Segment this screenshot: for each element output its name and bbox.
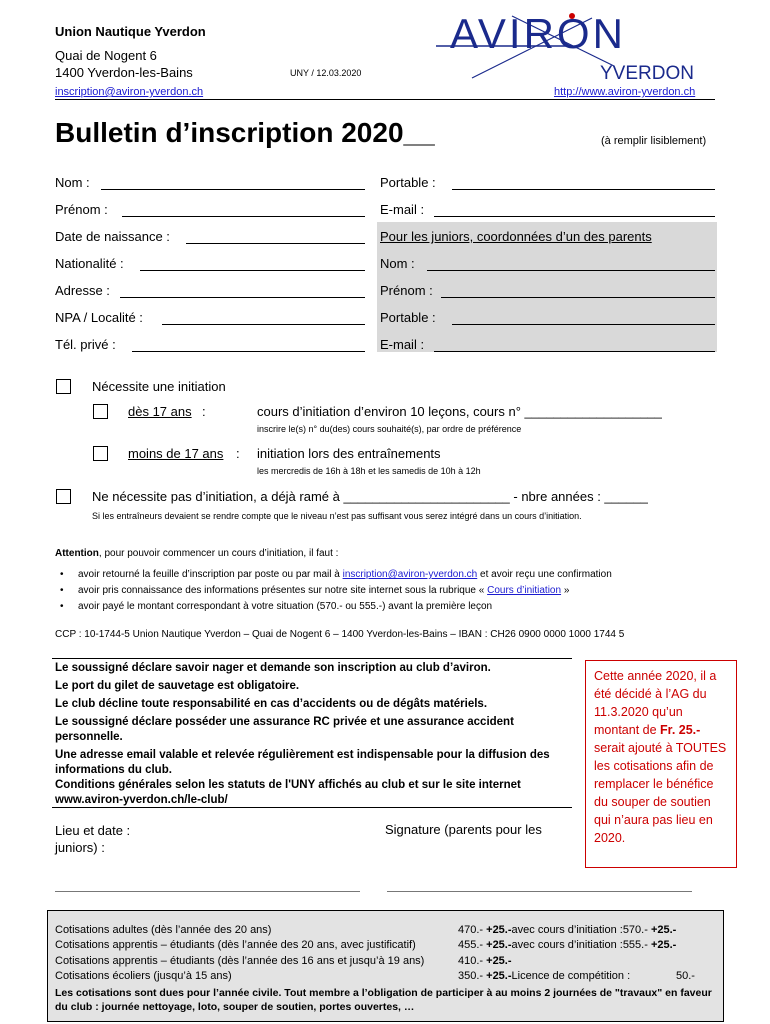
address-line2: 1400 Yverdon-les-Bains bbox=[55, 65, 193, 80]
field-label-email: E-mail : bbox=[380, 202, 425, 217]
field-input-parent-nom[interactable] bbox=[427, 270, 715, 271]
fee-row-4-license-price: 50.- bbox=[676, 970, 695, 982]
age17-colon: : bbox=[202, 404, 206, 419]
fee-row-2-amount bbox=[458, 939, 676, 951]
field-input-parent-email[interactable] bbox=[434, 351, 715, 352]
field-input-phone[interactable] bbox=[132, 351, 365, 352]
no-initiation-text: Ne nécessite pas d’initiation, a déjà ramé à _______________________ - nbre années : ______ bbox=[92, 489, 648, 504]
fee-row-1-tail-base: 570.- bbox=[622, 924, 651, 936]
no-initiation-note: Si les entraîneurs devaient se rendre compte que le niveau n’est pas suffisant vous serez intégré dans un cours d’initiation. bbox=[92, 511, 582, 521]
age17-label: dès 17 ans bbox=[128, 404, 192, 419]
bullet2-post: » bbox=[561, 585, 570, 596]
declaration-bottom-rule bbox=[52, 807, 572, 808]
initiation-label: Nécessite une initiation bbox=[92, 379, 226, 394]
declaration-line-5: Une adresse email valable et relevée régulièrement est indispensable pour la diffusion des informations du club. bbox=[55, 749, 550, 776]
declaration-line-6: Conditions générales selon les statuts de l'UNY affichés au club et sur le site internet www.aviron-yverdon.ch/le-club/ bbox=[55, 779, 521, 806]
field-label-parent-nom: Nom : bbox=[380, 256, 415, 271]
attention-bullet-2 bbox=[78, 585, 569, 596]
fee-row-4-tail-label: Licence de compétition : bbox=[511, 970, 631, 982]
field-input-nom[interactable] bbox=[101, 189, 365, 190]
field-input-nationality[interactable] bbox=[140, 270, 365, 271]
age17-note: inscrire le(s) n° du(des) cours souhaité(s), par ordre de préférence bbox=[257, 424, 522, 434]
fee-row-2-tail-base: 555.- bbox=[622, 939, 651, 951]
under17-text: initiation lors des entraînements bbox=[257, 446, 441, 461]
notice-box bbox=[585, 660, 737, 868]
declaration-line-1: Le soussigné déclare savoir nager et demande son inscription au club d’aviron. bbox=[55, 662, 491, 674]
fee-row-1-amount bbox=[458, 924, 676, 936]
logo-word-yverdon: YVERDON bbox=[600, 63, 694, 84]
bullet2-course-link[interactable]: Cours d’initiation bbox=[487, 585, 562, 596]
fee-row-4-label: Cotisations écoliers (jusqu’à 15 ans) bbox=[55, 970, 232, 982]
notice-text bbox=[586, 661, 736, 847]
address-line1: Quai de Nogent 6 bbox=[55, 48, 157, 63]
header-website-link[interactable]: http://www.aviron-yverdon.ch bbox=[554, 86, 696, 98]
fee-row-4-base: 350.- bbox=[458, 970, 487, 982]
field-input-email[interactable] bbox=[434, 216, 715, 217]
bullet1-pre: avoir retourné la feuille d’inscription par poste ou par mail à bbox=[78, 569, 343, 580]
checkbox-no-initiation[interactable] bbox=[56, 489, 71, 504]
fee-row-1-plus: +25.- bbox=[486, 924, 512, 936]
place-date-label: Lieu et date : bbox=[55, 823, 131, 838]
document-ref: UNY / 12.03.2020 bbox=[290, 68, 362, 78]
fee-row-2-tail-label: avec cours d’initiation : bbox=[511, 939, 623, 951]
attention-bullet-1 bbox=[78, 569, 612, 580]
field-label-parent-portable: Portable : bbox=[380, 310, 436, 325]
fee-row-3-label: Cotisations apprentis – étudiants (dès l’année des 16 ans et jusqu’à 19 ans) bbox=[55, 955, 425, 967]
field-label-nom: Nom : bbox=[55, 175, 90, 190]
field-input-address[interactable] bbox=[120, 297, 365, 298]
fee-row-3-base: 410.- bbox=[458, 955, 487, 967]
fee-row-2-base: 455.- bbox=[458, 939, 487, 951]
declaration-line-3: Le club décline toute responsabilité en cas d’accidents ou de dégâts matériels. bbox=[55, 698, 488, 710]
fee-row-4-amount bbox=[458, 970, 630, 982]
checkbox-under17[interactable] bbox=[93, 446, 108, 461]
fee-row-1-tail-plus: +25.- bbox=[650, 924, 677, 936]
field-label-prenom: Prénom : bbox=[55, 202, 108, 217]
attention-bullet-3: avoir payé le montant correspondant à votre situation (570.- ou 555.-) avant la première leçon bbox=[78, 601, 493, 612]
bullet-dot-1: • bbox=[60, 569, 64, 580]
club-name: Union Nautique Yverdon bbox=[55, 24, 206, 39]
field-input-parent-prenom[interactable] bbox=[441, 297, 715, 298]
fees-footer: Les cotisations sont dues pour l’année civile. Tout membre a l’obligation de participer à au moins 2 journées de "travaux" en faveur du club : journée nettoyage, loto, souper de soutien, portes ouvertes, … bbox=[55, 987, 712, 1013]
field-label-phone: Tél. privé : bbox=[55, 337, 116, 352]
under17-note: les mercredis de 16h à 18h et les samedis de 10h à 12h bbox=[257, 466, 481, 476]
declaration-block bbox=[55, 661, 570, 808]
page-title: Bulletin d’inscription 2020__ bbox=[55, 117, 435, 148]
title-note: (à remplir lisiblement) bbox=[601, 135, 707, 147]
fee-row-1-base: 470.- bbox=[458, 924, 487, 936]
field-label-npa: NPA / Localité : bbox=[55, 310, 143, 325]
fee-row-3-plus: +25.- bbox=[486, 955, 512, 967]
declaration-top-rule bbox=[52, 658, 572, 659]
fee-row-3-amount bbox=[458, 955, 512, 967]
notice-amount: Fr. 25.- bbox=[660, 723, 701, 737]
field-label-nationality: Nationalité : bbox=[55, 256, 124, 271]
field-label-parent-email: E-mail : bbox=[380, 337, 425, 352]
age17-course-text: cours d’initiation d’environ 10 leçons, cours n° ___________________ bbox=[257, 404, 662, 419]
fee-row-4-plus: +25.- bbox=[486, 970, 512, 982]
bullet1-post: et avoir reçu une confirmation bbox=[477, 569, 612, 580]
signature-input[interactable] bbox=[387, 891, 692, 892]
field-input-prenom[interactable] bbox=[122, 216, 365, 217]
ccp-line: CCP : 10-1744-5 Union Nautique Yverdon – Quai de Nogent 6 – 1400 Yverdon-les-Bains – IBAN : CH26 0900 0000 1000 1744 5 bbox=[55, 629, 625, 640]
logo-word-aviron: AVIRON bbox=[450, 10, 626, 57]
notice-post: serait ajouté à TOUTES les cotisations afin de remplacer le bénéfice du souper de soutien qui n’aura pas lieu en 2020. bbox=[594, 741, 727, 845]
bullet-dot-2: • bbox=[60, 585, 64, 596]
fee-row-2-tail-plus: +25.- bbox=[650, 939, 677, 951]
attention-intro bbox=[55, 548, 338, 559]
fee-row-1-label: Cotisations adultes (dès l’année des 20 ans) bbox=[55, 924, 272, 936]
field-label-portable: Portable : bbox=[380, 175, 436, 190]
bullet1-email-link[interactable]: inscription@aviron-yverdon.ch bbox=[342, 569, 478, 580]
field-label-address: Adresse : bbox=[55, 283, 110, 298]
field-input-portable[interactable] bbox=[452, 189, 715, 190]
fee-row-1-tail-label: avec cours d’initiation : bbox=[511, 924, 623, 936]
declaration-line-4: Le soussigné déclare posséder une assurance RC privée et une assurance accident personnelle. bbox=[55, 716, 514, 743]
field-input-parent-portable[interactable] bbox=[452, 324, 715, 325]
checkbox-age17[interactable] bbox=[93, 404, 108, 419]
header-divider bbox=[55, 99, 715, 100]
attention-label: Attention bbox=[55, 548, 99, 559]
declaration-line-2: Le port du gilet de sauvetage est obligatoire. bbox=[55, 680, 300, 692]
juniors-signature-suffix: juniors) : bbox=[55, 840, 105, 855]
under17-colon: : bbox=[236, 446, 240, 461]
juniors-heading: Pour les juniors, coordonnées d’un des parents bbox=[380, 229, 652, 244]
fee-row-2-plus: +25.- bbox=[486, 939, 512, 951]
notice-pre: Cette année 2020, il a été décidé à l’AG du 11.3.2020 qu’un montant de bbox=[594, 669, 717, 737]
bullet-dot-3: • bbox=[60, 601, 64, 612]
field-input-npa[interactable] bbox=[162, 324, 365, 325]
place-date-input[interactable] bbox=[55, 891, 360, 892]
under17-label: moins de 17 ans bbox=[128, 446, 224, 461]
field-label-birthdate: Date de naissance : bbox=[55, 229, 170, 244]
bullet2-pre: avoir pris connaissance des informations présentes sur notre site internet sous la rubrique « bbox=[78, 585, 488, 596]
fee-row-2-label: Cotisations apprentis – étudiants (dès l’année des 20 ans, avec justificatif) bbox=[55, 939, 416, 951]
field-label-parent-prenom: Prénom : bbox=[380, 283, 433, 298]
header-email-link[interactable]: inscription@aviron-yverdon.ch bbox=[55, 86, 204, 98]
signature-label: Signature (parents pour les bbox=[385, 822, 542, 837]
attention-intro-text: , pour pouvoir commencer un cours d’initiation, il faut : bbox=[98, 548, 339, 559]
field-input-birthdate[interactable] bbox=[186, 243, 365, 244]
checkbox-initiation[interactable] bbox=[56, 379, 71, 394]
aviron-logo bbox=[432, 6, 714, 86]
